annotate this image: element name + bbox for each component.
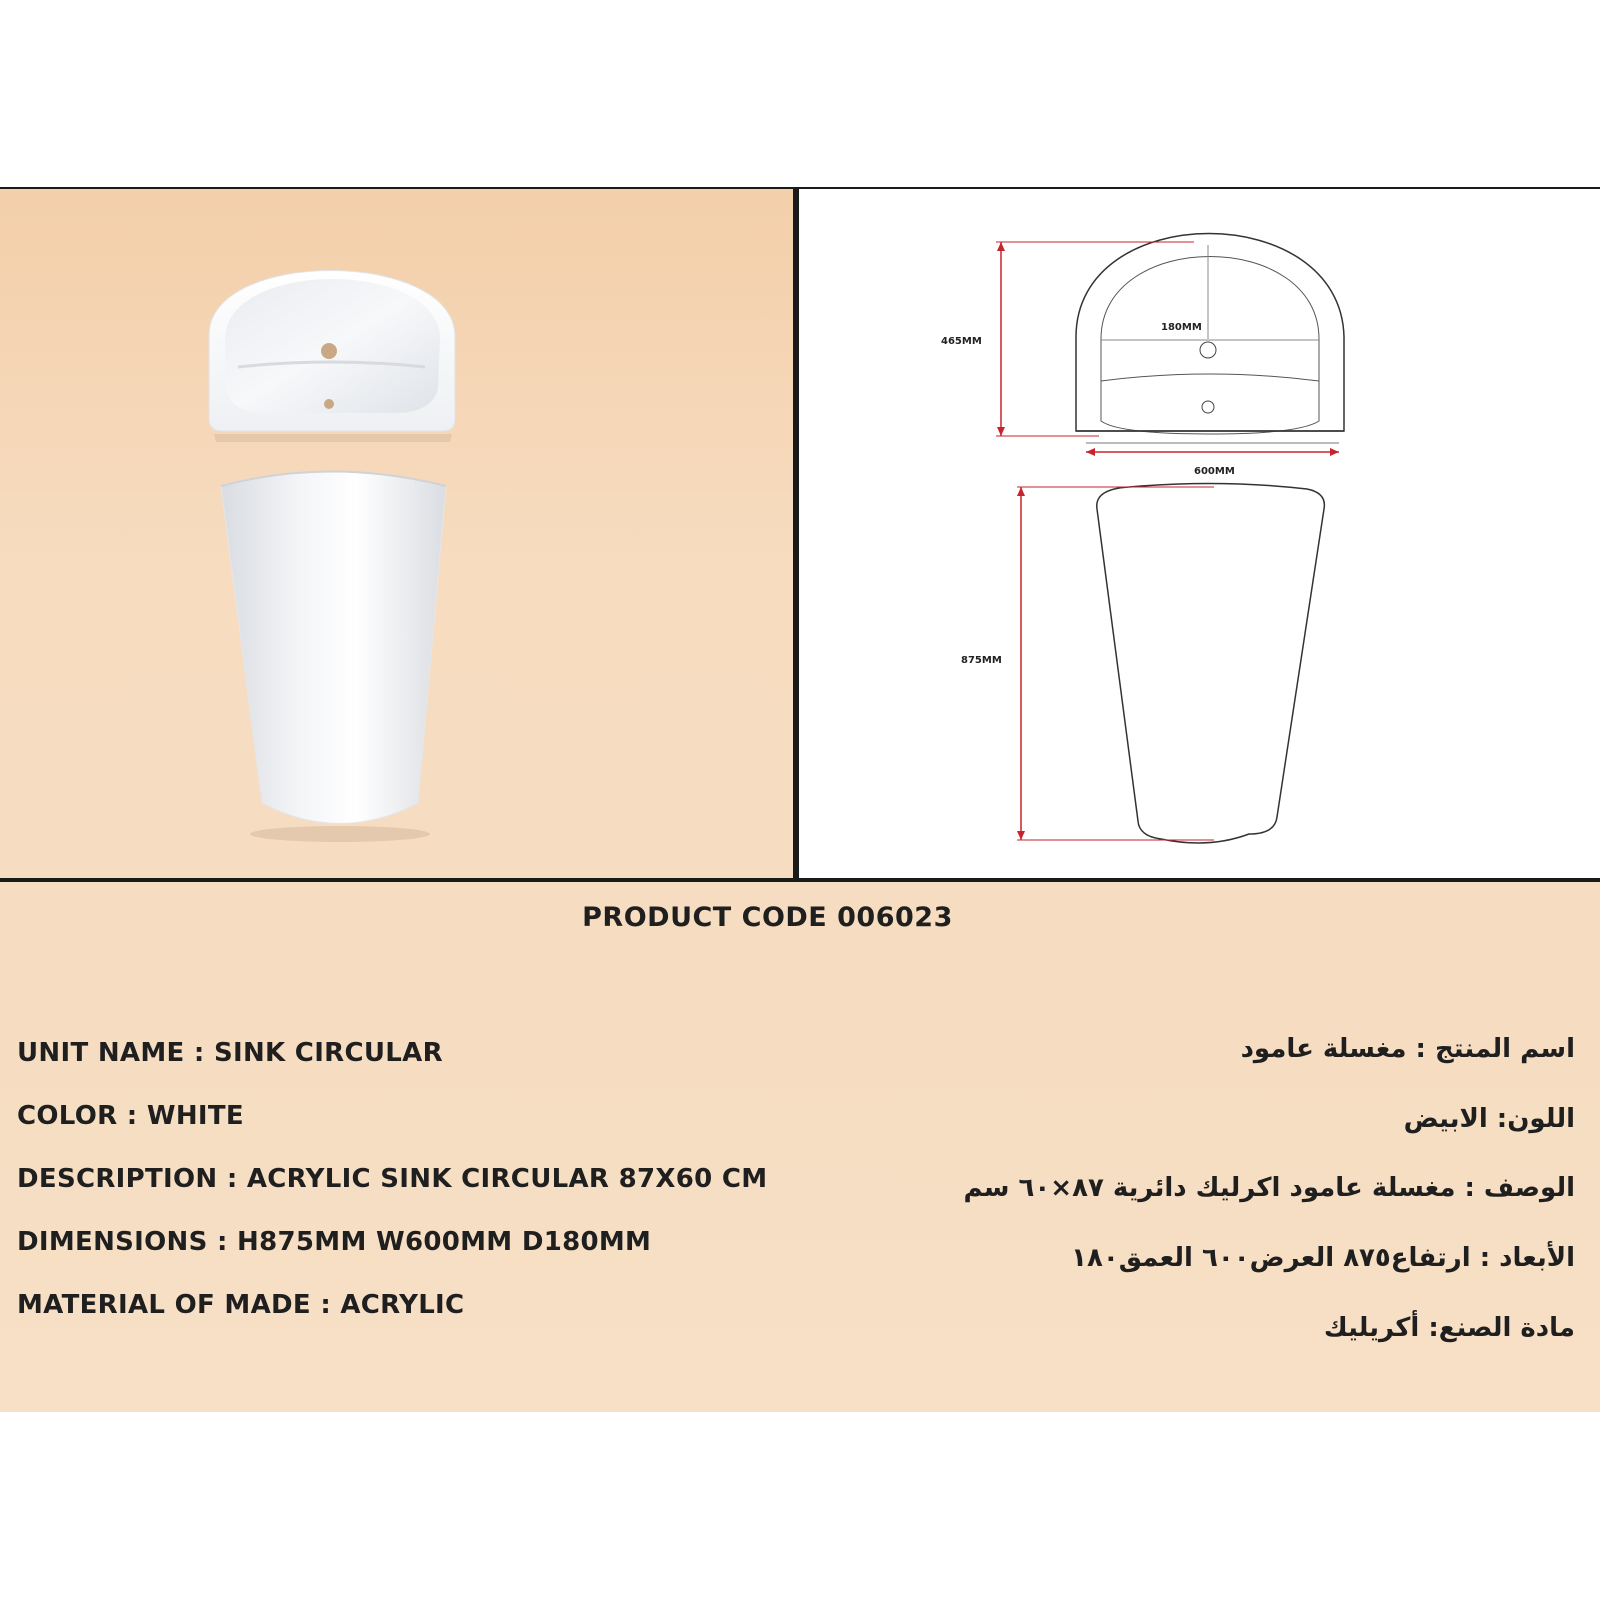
spec-description-ar: الوصف : مغسلة عامود اكرليك دائرية ٨٧×٦٠ سم — [963, 1173, 1575, 1203]
spec-color-en: COLOR : WHITE — [17, 1101, 244, 1131]
pedestal-outline — [1097, 483, 1325, 843]
technical-drawing — [799, 189, 1600, 880]
spec-unit-name-ar: اسم المنتج : مغسلة عامود — [1240, 1034, 1575, 1064]
basin-inner-outline — [1101, 257, 1319, 435]
product-code: PRODUCT CODE 006023 — [582, 902, 953, 933]
pedestal-shadow — [250, 826, 430, 842]
pedestal-height-label: 875MM — [961, 655, 1002, 666]
basin-height-label: 465MM — [941, 336, 982, 347]
product-photo-panel — [0, 189, 793, 880]
product-photo — [0, 189, 793, 880]
basin-shadow — [214, 434, 452, 442]
spec-color-ar: اللون: الابيض — [1403, 1104, 1575, 1134]
drain-hole-drawing — [1202, 401, 1214, 413]
depth-label: 180MM — [1161, 322, 1202, 333]
spec-description-en: DESCRIPTION : ACRYLIC SINK CIRCULAR 87X60 CM — [17, 1164, 768, 1194]
basin-ridge-line — [1101, 374, 1319, 381]
pedestal-shape — [221, 472, 446, 824]
tap-hole-drawing — [1200, 342, 1216, 358]
panel-divider-horizontal — [0, 878, 1600, 882]
technical-drawing-panel — [799, 189, 1600, 880]
spec-material-ar: مادة الصنع: أكريليك — [1323, 1313, 1575, 1343]
spec-unit-name-en: UNIT NAME : SINK CIRCULAR — [17, 1038, 443, 1068]
basin-width-label: 600MM — [1194, 466, 1235, 477]
drain-hole — [324, 399, 334, 409]
spec-material-en: MATERIAL OF MADE : ACRYLIC — [17, 1290, 465, 1320]
tap-hole — [321, 343, 337, 359]
spec-dimensions-ar: الأبعاد : ارتفاع٨٧٥ العرض٦٠٠ العمق١٨٠ — [1071, 1243, 1575, 1273]
spec-dimensions-en: DIMENSIONS : H875MM W600MM D180MM — [17, 1227, 652, 1257]
